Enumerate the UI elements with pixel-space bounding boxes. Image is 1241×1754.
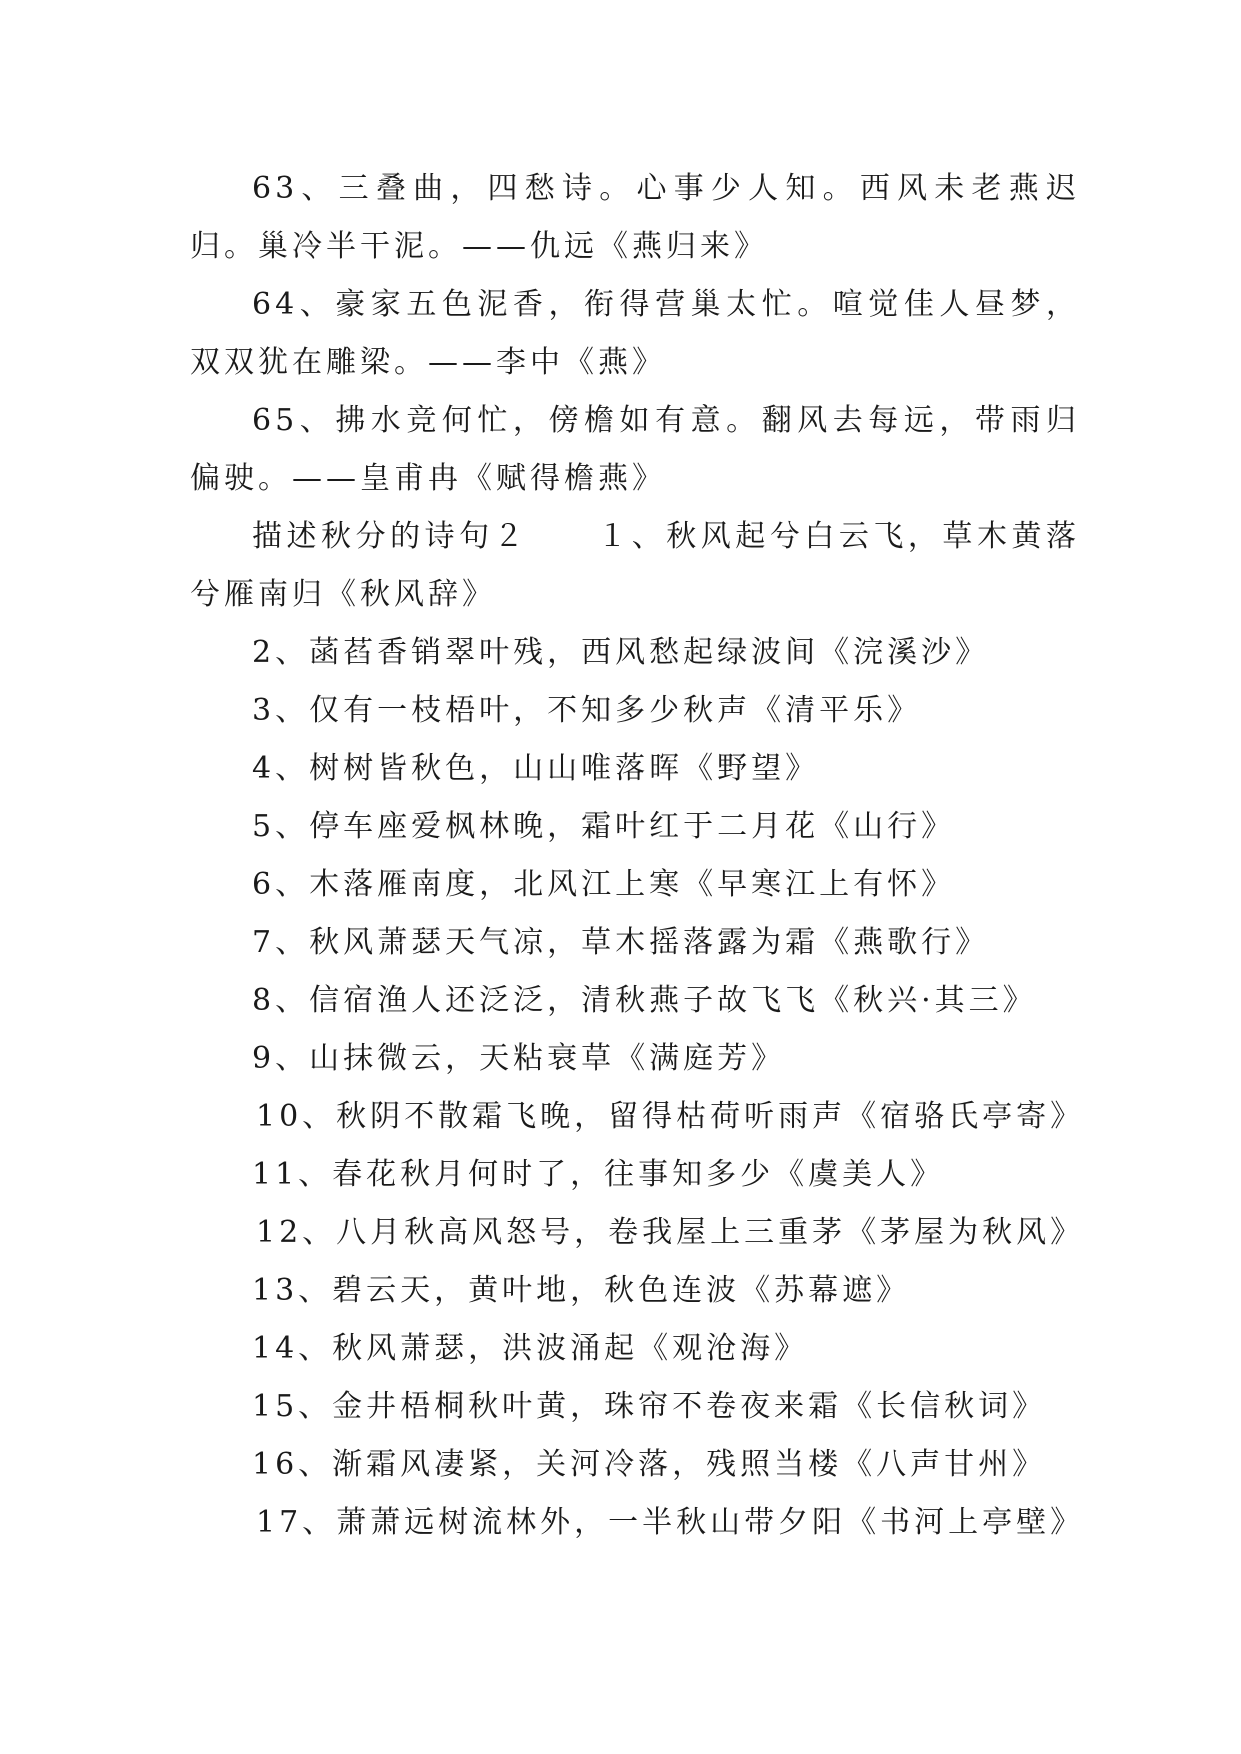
verse-line-9: 9、山抹微云，天粘衰草《满庭芳》: [252, 1041, 786, 1076]
verse-line-2: 2、菡萏香销翠叶残，西风愁起绿波间《浣溪沙》: [252, 635, 990, 670]
verse-line-10: 10、秋阴不散霜飞晚，留得枯荷听雨声《宿骆氏亭寄》: [256, 1099, 1085, 1134]
verse-line-15: 15、金井梧桐秋叶黄，珠帘不卷夜来霜《长信秋词》: [252, 1389, 1047, 1424]
verse-line-5: 5、停车座爱枫林晚，霜叶红于二月花《山行》: [252, 809, 956, 844]
verse-line-17: 17、萧萧远树流林外，一半秋山带夕阳《书河上亭壁》: [256, 1505, 1085, 1540]
verse-line-8: 8、信宿渔人还泛泛，清秋燕子故飞飞《秋兴·其三》: [252, 983, 1037, 1018]
verse-line-4: 4、树树皆秋色，山山唯落晖《野望》: [252, 751, 820, 786]
verse-line-13: 13、碧云天，黄叶地，秋色连波《苏幕遮》: [252, 1273, 911, 1308]
verse-line-16: 16、渐霜风凄紧，关河冷落，残照当楼《八声甘州》: [252, 1447, 1047, 1482]
paragraph-section-2-intro: 描述秋分的诗句２ １、秋风起兮白云飞，草木黄落兮雁南归《秋风辞》: [190, 519, 1080, 612]
verse-line-6: 6、木落雁南度，北风江上寒《早寒江上有怀》: [252, 867, 956, 902]
paragraph-65: 65、拂水竞何忙，傍檐如有意。翻风去每远，带雨归偏驶。——皇甫冉《赋得檐燕》: [190, 403, 1080, 496]
document-body: [190, 160, 1085, 1552]
verse-line-7: 7、秋风萧瑟天气凉，草木摇落露为霜《燕歌行》: [252, 925, 990, 960]
verse-line-12: 12、八月秋高风怒号，卷我屋上三重茅《茅屋为秋风》: [256, 1215, 1085, 1250]
verse-line-11: 11、春花秋月何时了，往事知多少《虞美人》: [252, 1157, 945, 1192]
verse-line-14: 14、秋风萧瑟，洪波涌起《观沧海》: [252, 1331, 809, 1366]
verse-line-3: 3、仅有一枝梧叶，不知多少秋声《清平乐》: [252, 693, 922, 728]
paragraph-64: 64、豪家五色泥香，衔得营巢太忙。喧觉佳人昼梦，双双犹在雕梁。——李中《燕》: [190, 287, 1080, 380]
paragraph-63: 63、三叠曲，四愁诗。心事少人知。西风未老燕迟归。巢冷半干泥。——仇远《燕归来》: [190, 171, 1080, 264]
